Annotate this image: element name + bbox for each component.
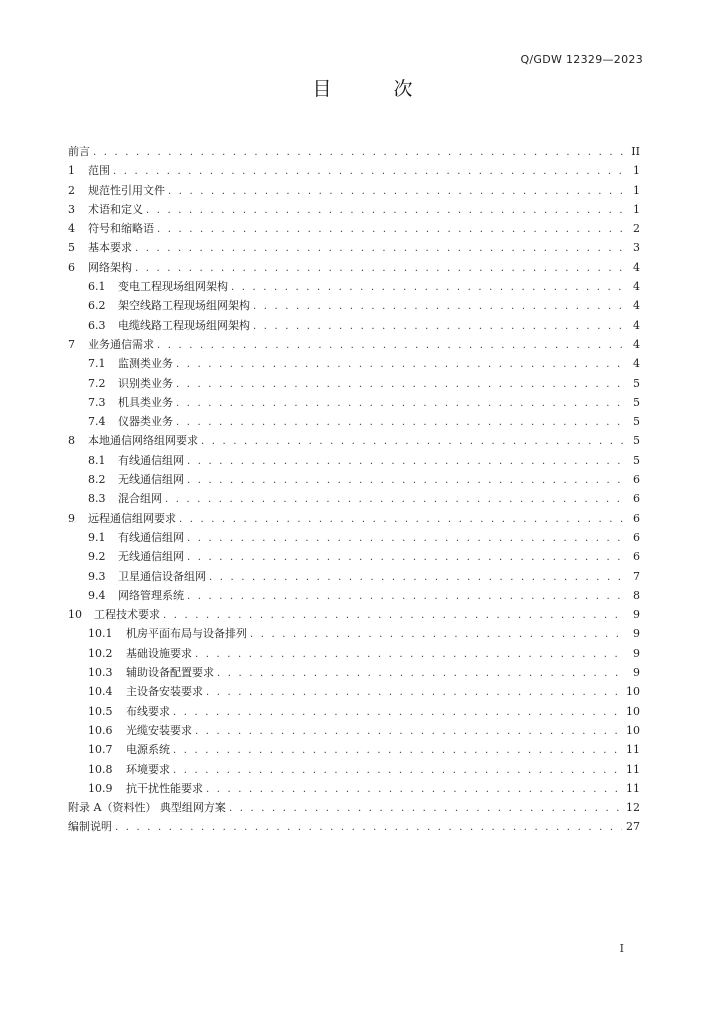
toc-entry-title: 监测类业务 <box>118 357 173 371</box>
toc-entry-title: 符号和缩略语 <box>88 222 154 236</box>
toc-entry[interactable] <box>68 277 640 296</box>
toc-entry[interactable] <box>68 393 640 412</box>
toc-leader-dots <box>195 645 626 664</box>
toc-leader-dots <box>195 722 622 741</box>
toc-entry-number: 10.2 <box>88 646 113 660</box>
toc-entry-title: 电源系统 <box>126 743 170 757</box>
toc-entry[interactable] <box>68 161 640 180</box>
toc-leader-dots <box>229 799 622 818</box>
document-code: Q/GDW 12329—2023 <box>520 53 643 66</box>
toc-leader-dots <box>176 394 626 413</box>
toc-entry-title: 电缆线路工程现场组网架构 <box>118 318 250 332</box>
toc-entry[interactable] <box>68 779 640 798</box>
page-number: I <box>619 942 624 955</box>
toc-entry-title: 机房平面布局与设备排列 <box>126 627 247 641</box>
toc-entry[interactable] <box>68 181 640 200</box>
toc-entry-title: 术语和定义 <box>88 202 143 216</box>
toc-entry-page: 6 <box>633 511 640 525</box>
toc-entry-page: 1 <box>633 164 640 178</box>
toc-leader-dots <box>253 297 626 316</box>
toc-entry-number: 7.4 <box>88 415 106 429</box>
toc-leader-dots <box>187 529 626 548</box>
toc-entry[interactable] <box>68 296 640 315</box>
toc-entry-page: 12 <box>626 801 640 815</box>
toc-entry[interactable] <box>68 682 640 701</box>
toc-entry[interactable] <box>68 431 640 450</box>
toc-entry-number: 6 <box>68 260 75 274</box>
toc-leader-dots <box>157 220 626 239</box>
toc-entry-page: 9 <box>633 627 640 641</box>
toc-entry[interactable] <box>68 354 640 373</box>
toc-entry-title: 业务通信需求 <box>88 337 154 351</box>
toc-entry-title: 变电工程现场组网架构 <box>118 280 228 294</box>
toc-entry-number: 10 <box>68 608 82 622</box>
toc-entry-title: 有线通信组网 <box>118 453 184 467</box>
toc-entry[interactable] <box>68 721 640 740</box>
toc-entry-title: 附录 A（资料性） 典型组网方案 <box>68 801 226 815</box>
toc-leader-dots <box>176 375 626 394</box>
toc-entry-number: 8 <box>68 434 75 448</box>
toc-entry-page: 4 <box>633 280 640 294</box>
toc-entry-page: 11 <box>626 781 640 795</box>
toc-entry[interactable] <box>68 316 640 335</box>
toc-entry-title: 本地通信网络组网要求 <box>88 434 198 448</box>
toc-entry-title: 卫星通信设备组网 <box>118 569 206 583</box>
toc-entry[interactable] <box>68 624 640 643</box>
toc-entry-title: 无线通信组网 <box>118 473 184 487</box>
toc-entry[interactable] <box>68 489 640 508</box>
toc-entry-number: 9.2 <box>88 550 106 564</box>
toc-leader-dots <box>217 664 626 683</box>
toc-leader-dots <box>115 818 622 837</box>
toc-entry-number: 8.3 <box>88 492 106 506</box>
toc-leader-dots <box>206 683 622 702</box>
toc-entry-number: 6.3 <box>88 318 106 332</box>
toc-leader-dots <box>135 239 626 258</box>
toc-leader-dots <box>168 182 626 201</box>
toc-leader-dots <box>206 780 622 799</box>
toc-entry-page: 4 <box>633 299 640 313</box>
toc-entry-page: 6 <box>633 473 640 487</box>
toc-entry-title: 辅助设备配置要求 <box>126 666 214 680</box>
toc-entry-page: 5 <box>633 376 640 390</box>
toc-entry[interactable] <box>68 663 640 682</box>
toc-entry-number: 1 <box>68 164 75 178</box>
toc-entry-page: 5 <box>633 453 640 467</box>
toc-entry-title: 识别类业务 <box>118 376 173 390</box>
toc-leader-dots <box>93 143 626 162</box>
toc-entry-number: 10.6 <box>88 723 113 737</box>
toc-entry-page: 11 <box>626 743 640 757</box>
toc-entry-page: 6 <box>633 492 640 506</box>
toc-entry-number: 4 <box>68 222 75 236</box>
toc-leader-dots <box>187 452 626 471</box>
toc-entry-number: 6.1 <box>88 280 106 294</box>
toc-leader-dots <box>253 317 626 336</box>
toc-entry[interactable] <box>68 528 640 547</box>
toc-leader-dots <box>157 336 626 355</box>
toc-entry-page: 10 <box>626 704 640 718</box>
toc-entry-number: 10.3 <box>88 666 113 680</box>
toc-leader-dots <box>163 606 626 625</box>
toc-entry-title: 布线要求 <box>126 704 170 718</box>
toc-entry[interactable] <box>68 605 640 624</box>
toc-entry-title: 混合组网 <box>118 492 162 506</box>
toc-entry-page: 1 <box>633 183 640 197</box>
toc-leader-dots <box>231 278 626 297</box>
toc-entry-page: 4 <box>633 260 640 274</box>
toc-entry[interactable] <box>68 374 640 393</box>
toc-entry[interactable] <box>68 817 640 836</box>
toc-entry[interactable] <box>68 644 640 663</box>
toc-entry[interactable] <box>68 798 640 817</box>
toc-leader-dots <box>187 587 626 606</box>
toc-entry-number: 9.4 <box>88 588 106 602</box>
toc-leader-dots <box>146 201 626 220</box>
toc-leader-dots <box>176 355 626 374</box>
toc-entry-title: 网络架构 <box>88 260 132 274</box>
toc-entry[interactable] <box>68 219 640 238</box>
toc-entry-number: 6.2 <box>88 299 106 313</box>
toc-entry[interactable] <box>68 547 640 566</box>
toc-entry-page: II <box>631 145 640 158</box>
toc-entry-number: 7 <box>68 337 75 351</box>
toc-entry[interactable] <box>68 470 640 489</box>
toc-leader-dots <box>187 548 626 567</box>
toc-entry-page: 6 <box>633 550 640 564</box>
toc-leader-dots <box>113 162 626 181</box>
toc-entry-title: 编制说明 <box>68 820 112 834</box>
toc-entry-title: 架空线路工程现场组网架构 <box>118 299 250 313</box>
toc-entry-title: 工程技术要求 <box>94 608 160 622</box>
toc-entry-number: 10.8 <box>88 762 113 776</box>
toc-entry[interactable] <box>68 238 640 257</box>
page-title: 目 次 <box>312 78 441 100</box>
toc-entry-title: 光缆安装要求 <box>126 723 192 737</box>
toc-leader-dots <box>209 568 626 587</box>
toc-entry-number: 5 <box>68 241 75 255</box>
toc-entry[interactable] <box>68 509 640 528</box>
toc-entry-number: 3 <box>68 202 75 216</box>
toc-entry[interactable] <box>68 586 640 605</box>
toc-entry[interactable] <box>68 200 640 219</box>
toc-entry-title: 抗干扰性能要求 <box>126 781 203 795</box>
toc-entry-number: 9 <box>68 511 75 525</box>
toc-entry[interactable] <box>68 258 640 277</box>
toc-entry-number: 7.3 <box>88 395 106 409</box>
toc-entry-page: 5 <box>633 415 640 429</box>
toc-entry-number: 10.5 <box>88 704 113 718</box>
toc-entry-page: 1 <box>633 202 640 216</box>
toc-entry-page: 10 <box>626 723 640 737</box>
toc-leader-dots <box>179 510 626 529</box>
toc-entry-title: 有线通信组网 <box>118 530 184 544</box>
toc-leader-dots <box>165 490 626 509</box>
toc-entry-number: 10.7 <box>88 743 113 757</box>
toc-entry-title: 前言 <box>68 145 90 158</box>
toc-entry-page: 5 <box>633 395 640 409</box>
toc-entry-number: 10.1 <box>88 627 113 641</box>
toc-entry-page: 4 <box>633 357 640 371</box>
toc-leader-dots <box>250 625 626 644</box>
toc-entry[interactable] <box>68 451 640 470</box>
toc-entry-title: 规范性引用文件 <box>88 183 165 197</box>
toc-entry-page: 3 <box>633 241 640 255</box>
toc-entry-title: 基础设施要求 <box>126 646 192 660</box>
toc-entry-page: 9 <box>633 646 640 660</box>
toc-entry-number: 8.1 <box>88 453 106 467</box>
toc-entry-page: 5 <box>633 434 640 448</box>
toc-entry-page: 10 <box>626 685 640 699</box>
toc-entry-title: 仪器类业务 <box>118 415 173 429</box>
toc-entry-title: 远程通信组网要求 <box>88 511 176 525</box>
toc-entry-page: 6 <box>633 530 640 544</box>
toc-entry-page: 4 <box>633 337 640 351</box>
toc-entry-number: 9.1 <box>88 530 106 544</box>
toc-entry-title: 机具类业务 <box>118 395 173 409</box>
toc-entry-page: 11 <box>626 762 640 776</box>
toc-entry-page: 7 <box>633 569 640 583</box>
toc-entry-number: 10.4 <box>88 685 113 699</box>
toc-entry-title: 范围 <box>88 164 110 178</box>
toc-leader-dots <box>135 259 626 278</box>
toc-entry-number: 7.1 <box>88 357 106 371</box>
table-of-contents <box>68 142 640 837</box>
toc-leader-dots <box>173 703 622 722</box>
toc-entry[interactable] <box>68 335 640 354</box>
toc-entry-number: 9.3 <box>88 569 106 583</box>
toc-entry-title: 基本要求 <box>88 241 132 255</box>
toc-entry[interactable] <box>68 702 640 721</box>
toc-entry[interactable] <box>68 567 640 586</box>
toc-leader-dots <box>173 741 622 760</box>
toc-entry-page: 9 <box>633 608 640 622</box>
toc-entry-number: 7.2 <box>88 376 106 390</box>
toc-entry-title: 无线通信组网 <box>118 550 184 564</box>
toc-entry[interactable] <box>68 412 640 431</box>
toc-entry-title: 主设备安装要求 <box>126 685 203 699</box>
toc-entry-page: 27 <box>626 820 640 834</box>
toc-entry-number: 8.2 <box>88 473 106 487</box>
toc-entry[interactable] <box>68 760 640 779</box>
toc-leader-dots <box>187 471 626 490</box>
toc-entry-page: 2 <box>633 222 640 236</box>
toc-entry-title: 网络管理系统 <box>118 588 184 602</box>
toc-entry-number: 2 <box>68 183 75 197</box>
toc-entry-page: 9 <box>633 666 640 680</box>
toc-entry-title: 环境要求 <box>126 762 170 776</box>
toc-entry[interactable] <box>68 740 640 759</box>
toc-leader-dots <box>173 761 622 780</box>
toc-entry-page: 4 <box>633 318 640 332</box>
toc-entry-number: 10.9 <box>88 781 113 795</box>
toc-entry[interactable] <box>68 142 640 161</box>
toc-leader-dots <box>176 413 626 432</box>
toc-leader-dots <box>201 432 626 451</box>
toc-entry-page: 8 <box>633 588 640 602</box>
